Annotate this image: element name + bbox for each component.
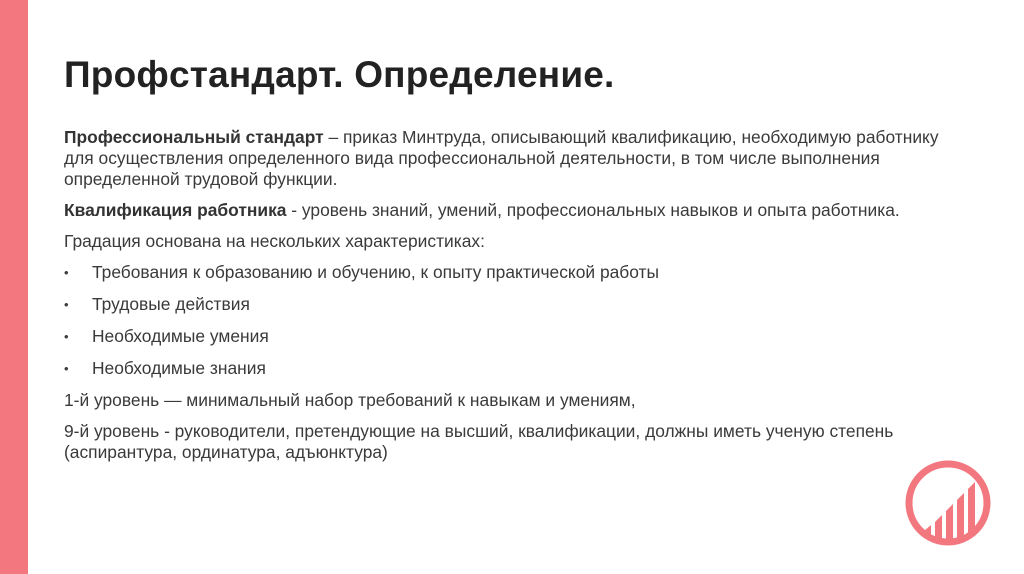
list-item	[64, 326, 944, 347]
level-1-text: 1-й уровень — минимальный набор требований к навыкам и умениям,	[64, 390, 636, 410]
list-item	[64, 262, 944, 283]
gradation-intro: Градация основана на нескольких характеристиках:	[64, 231, 485, 251]
slide-content	[64, 127, 944, 473]
growth-chart-logo-icon	[904, 459, 992, 547]
characteristics-list	[64, 262, 944, 379]
qualification-term: Квалификация работника	[64, 200, 287, 220]
bullet-icon: •	[64, 297, 69, 312]
list-item-text: Необходимые знания	[92, 358, 266, 378]
slide-title: Профстандарт. Определение.	[64, 54, 615, 95]
accent-sidebar	[0, 0, 28, 574]
list-item-text: Требования к образованию и обучению, к опыту практической работы	[92, 262, 660, 282]
bullet-icon: •	[64, 329, 69, 344]
bullet-icon: •	[64, 361, 69, 376]
list-item-text: Необходимые умения	[92, 326, 269, 346]
qualification-paragraph	[64, 200, 944, 221]
definition-paragraph	[64, 127, 944, 190]
definition-text: – приказ Минтруда, описывающий квалификацию, необходимую работнику для осуществления определенного вида профессиональной деятельности, в том числе выполнения определенной трудовой функции.	[64, 127, 939, 189]
bullet-icon: •	[64, 265, 69, 280]
list-item	[64, 358, 944, 379]
list-item-text: Трудовые действия	[92, 294, 250, 314]
qualification-text: - уровень знаний, умений, профессиональных навыков и опыта работника.	[286, 200, 900, 220]
list-item	[64, 294, 944, 315]
definition-term: Профессиональный стандарт	[64, 127, 324, 147]
level-9-text: 9-й уровень - руководители, претендующие на высший, квалификации, должны иметь ученую степень (аспирантура, ординатура, адъюнктура)	[64, 421, 894, 462]
